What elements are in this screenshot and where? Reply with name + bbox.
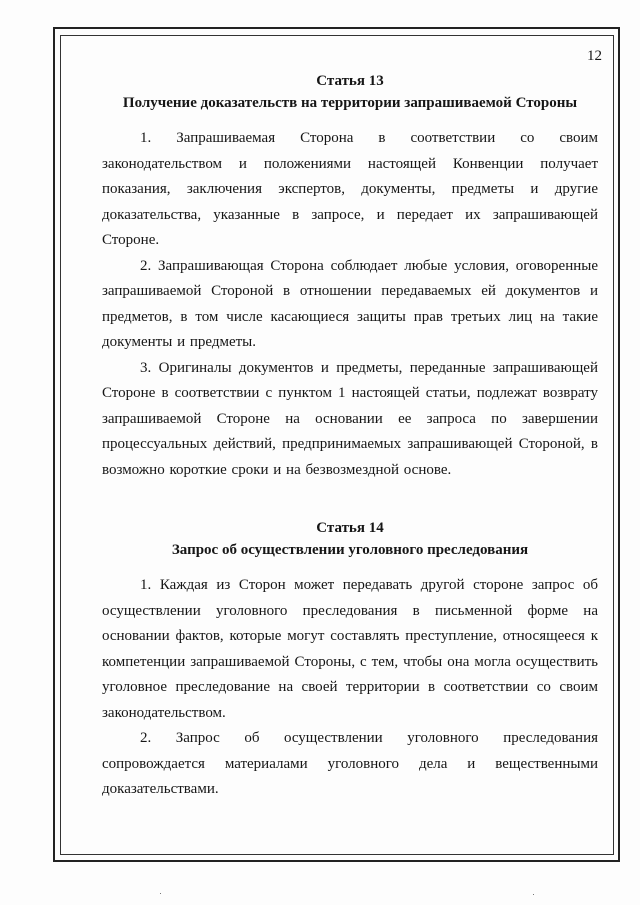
paragraph: 1. Каждая из Сторон может передавать другой стороне запрос об осуществлении уголовного преследования в письменной форме на основании фактов, которые могут составлять преступление, относящееся к компетенции запрашиваемой Стороны, с тем, чтобы она могла осуществить уголовное преследование на своей территории в соответствии со своим законодательством.: [102, 577, 598, 721]
article-subtitle: Получение доказательств на территории запрашиваемой Стороны: [122, 95, 578, 111]
document-body: [102, 70, 598, 803]
article-14: [102, 517, 598, 803]
paragraph: 3. Оригиналы документов и предметы, переданные запрашивающей Стороне в соответствии с пунктом 1 настоящей статьи, подлежат возврату запрашиваемой Стороне на основании ее запроса по завершении процессуальных действий, предпринимаемых запрашивающей Стороной, в возможно короткие сроки и на безвозмездной основе.: [102, 359, 598, 478]
scan-speck: [533, 894, 534, 895]
article-title: Статья 14: [316, 520, 384, 536]
paragraph: 2. Запрашивающая Сторона соблюдает любые условия, оговоренные запрашиваемой Стороной в отношении передаваемых ей документов и предметов, в том числе касающиеся защиты прав третьих лиц на такие документы и предметы.: [102, 257, 598, 350]
article-13: [102, 70, 598, 483]
article-title: Статья 13: [316, 73, 384, 89]
paragraph: 2. Запрос об осуществлении уголовного преследования сопровождается материалами уголовного дела и вещественными доказательствами.: [102, 730, 598, 797]
page-number: 12: [587, 48, 602, 64]
article-subtitle: Запрос об осуществлении уголовного преследования: [171, 542, 529, 558]
scan-speck: [160, 893, 161, 894]
paragraph: 1. Запрашиваемая Сторона в соответствии со своим законодательством и положениями настоящей Конвенции получает показания, заключения экспертов, документы, предметы и другие доказательства, указанные в запросе, и передает их запрашивающей Стороне.: [102, 130, 598, 248]
